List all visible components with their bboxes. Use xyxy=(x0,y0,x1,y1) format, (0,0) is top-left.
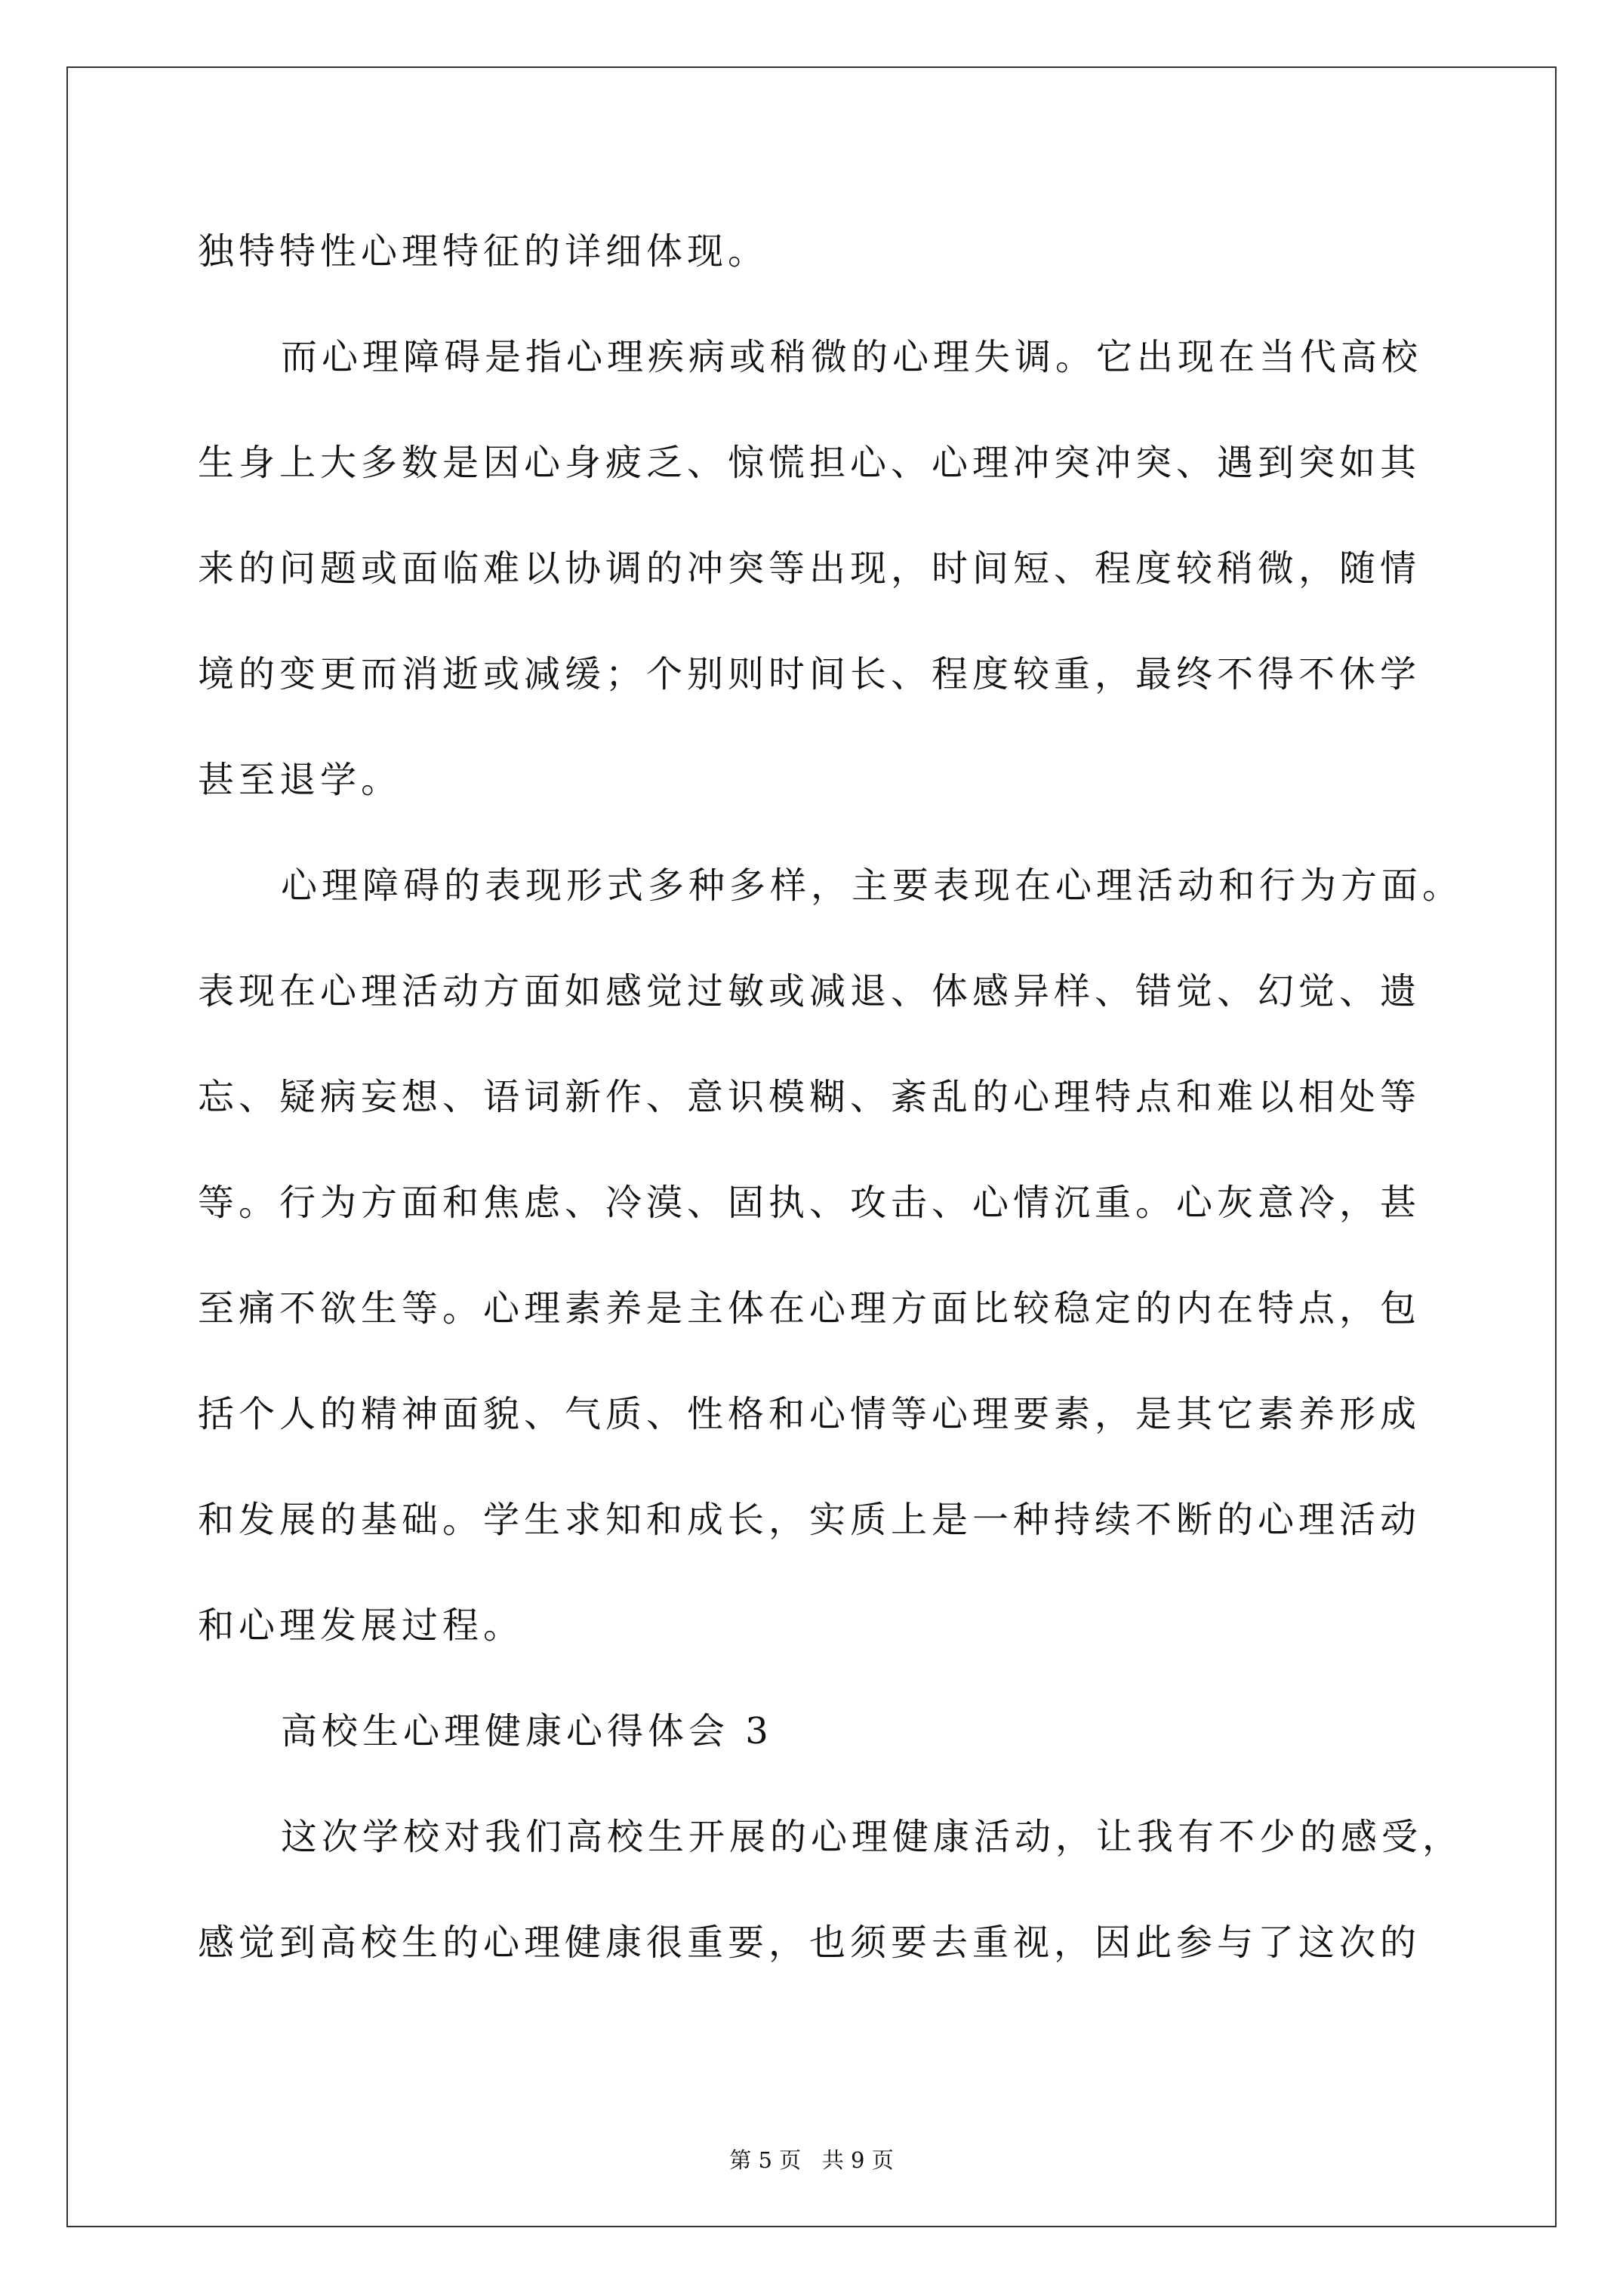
paragraph-line: 和发展的基础。学生求知和成长，实质上是一种持续不断的心理活动 xyxy=(198,1499,1421,1541)
paragraph-line: 甚至退学。 xyxy=(198,759,402,801)
paragraph-line: 忘、疑病妄想、语词新作、意识模糊、紊乱的心理特点和难以相处等 xyxy=(198,1076,1421,1118)
paragraph-line: 境的变更而消逝或减缓；个别则时间长、程度较重，最终不得不休学 xyxy=(198,653,1421,695)
paragraph-line: 括个人的精神面貌、气质、性格和心情等心理要素，是其它素养形成 xyxy=(198,1393,1421,1435)
paragraph-line: 这次学校对我们高校生开展的心理健康活动，让我有不少的感受， xyxy=(281,1816,1464,1858)
paragraph-line: 和心理发展过程。 xyxy=(198,1604,525,1647)
paragraph-line: 感觉到高校生的心理健康很重要，也须要去重视，因此参与了这次的 xyxy=(198,1922,1421,1964)
paragraph-line: 等。行为方面和焦虑、冷漠、固执、攻击、心情沉重。心灰意冷，甚 xyxy=(198,1182,1421,1224)
paragraph-line: 来的问题或面临难以协调的冲突等出现，时间短、程度较稍微，随情 xyxy=(198,547,1421,590)
page-total: 共 9 页 xyxy=(821,2147,894,2173)
paragraph-line: 而心理障碍是指心理疾病或稍微的心理失调。它出现在当代高校 xyxy=(281,336,1423,378)
paragraph-line: 至痛不欲生等。心理素养是主体在心理方面比较稳定的内在特点，包 xyxy=(198,1287,1421,1330)
paragraph-line: 生身上大多数是因心身疲乏、惊慌担心、心理冲突冲突、遇到突如其 xyxy=(198,442,1421,484)
paragraph-line: 表现在心理活动方面如感觉过敏或减退、体感异样、错觉、幻觉、遗 xyxy=(198,970,1421,1012)
section-heading: 高校生心理健康心得体会 3 xyxy=(281,1710,773,1752)
page-border xyxy=(66,66,1557,2227)
page-footer xyxy=(0,2147,1623,2173)
page-number: 第 5 页 xyxy=(729,2147,802,2173)
paragraph-line: 心理障碍的表现形式多种多样，主要表现在心理活动和行为方面。 xyxy=(281,864,1464,907)
paragraph-line: 独特特性心理特征的详细体现。 xyxy=(198,230,769,273)
